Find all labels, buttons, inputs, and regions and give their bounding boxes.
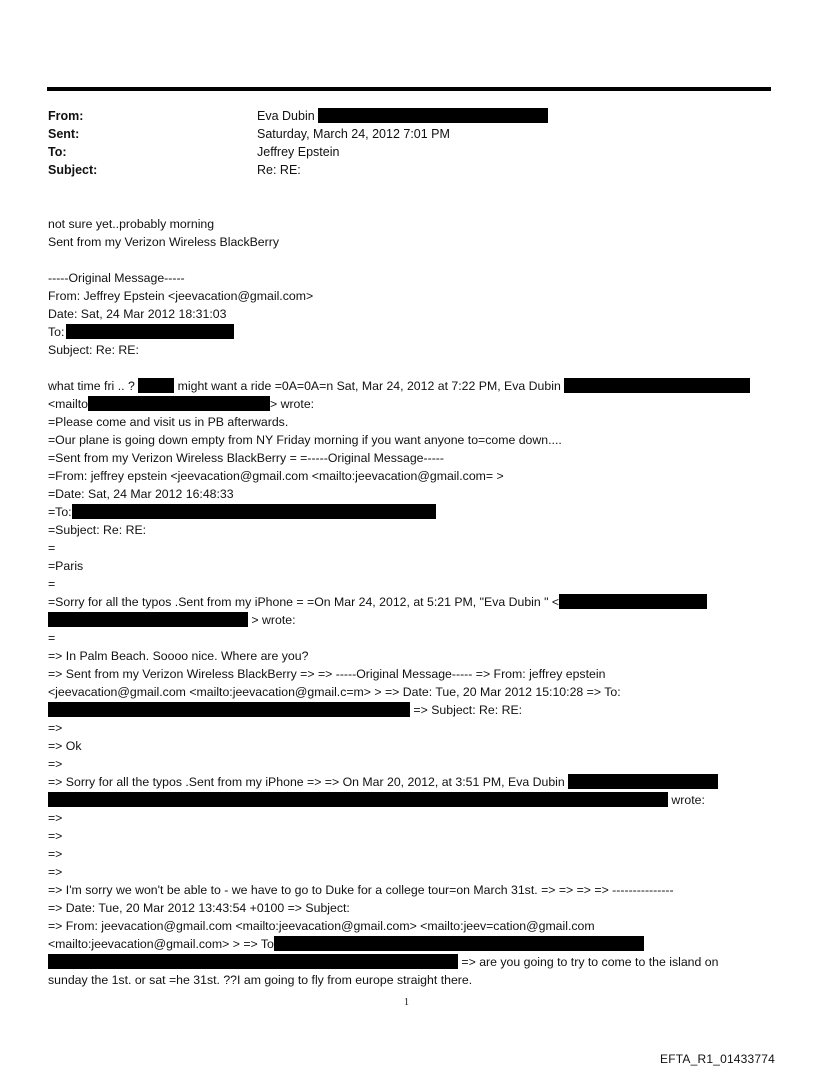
from-label: From: bbox=[48, 109, 84, 123]
bates-number: EFTA_R1_01433774 bbox=[660, 1052, 776, 1066]
body-line: => Ok bbox=[48, 739, 82, 753]
body-line bbox=[48, 953, 718, 971]
body-line bbox=[48, 593, 707, 611]
body-line: => bbox=[48, 811, 63, 825]
from-name: Eva Dubin bbox=[257, 109, 315, 123]
redaction bbox=[48, 612, 248, 627]
body-line: From: Jeffrey Epstein <jeevacation@gmail.com> bbox=[48, 289, 314, 303]
to-value: Jeffrey Epstein bbox=[257, 145, 340, 159]
subject-label: Subject: bbox=[48, 163, 98, 177]
body-line bbox=[48, 935, 644, 953]
body-line: => bbox=[48, 829, 63, 843]
body-line: = bbox=[48, 541, 56, 555]
body-text: =To: bbox=[48, 505, 72, 519]
body-text: > wrote: bbox=[251, 613, 296, 627]
body-text: what time fri .. ? bbox=[48, 379, 135, 393]
body-line bbox=[48, 611, 296, 629]
body-line: = bbox=[48, 631, 56, 645]
to-label: To: bbox=[48, 145, 67, 159]
from-redaction bbox=[318, 108, 548, 123]
body-text: wrote: bbox=[671, 793, 705, 807]
from-value bbox=[257, 107, 548, 125]
body-line bbox=[48, 791, 705, 809]
body-text: => Sorry for all the typos .Sent from my iPhone => => On Mar 20, 2012, at 3:51 PM, Eva Dubin bbox=[48, 775, 565, 789]
subject-value: Re: RE: bbox=[257, 163, 301, 177]
sent-label: Sent: bbox=[48, 127, 80, 141]
redaction bbox=[48, 792, 668, 807]
body-line: = bbox=[48, 577, 56, 591]
to-text: To: bbox=[48, 325, 65, 339]
body-line: =Our plane is going down empty from NY Friday morning if you want anyone to=come down.... bbox=[48, 433, 562, 447]
body-line: =Date: Sat, 24 Mar 2012 16:48:33 bbox=[48, 487, 234, 501]
body-line bbox=[48, 395, 314, 413]
body-line: => bbox=[48, 757, 63, 771]
redaction bbox=[559, 594, 707, 609]
body-line bbox=[48, 503, 436, 521]
body-line: =Paris bbox=[48, 559, 84, 573]
redaction bbox=[66, 324, 234, 339]
body-line: -----Original Message----- bbox=[48, 271, 185, 285]
page-number: 1 bbox=[404, 997, 409, 1008]
body-line: not sure yet..probably morning bbox=[48, 217, 215, 231]
body-line: Date: Sat, 24 Mar 2012 18:31:03 bbox=[48, 307, 227, 321]
body-line: sunday the 1st. or sat =he 31st. ??I am going to fly from europe straight there. bbox=[48, 973, 473, 987]
redaction bbox=[48, 702, 410, 717]
redaction bbox=[48, 954, 458, 969]
body-line: => From: jeevacation@gmail.com <mailto:jeevacation@gmail.com> <mailto:jeev=cation@gmail.com bbox=[48, 919, 595, 933]
redaction bbox=[72, 504, 436, 519]
header-rule bbox=[47, 87, 771, 91]
body-line: =Sent from my Verizon Wireless BlackBerry = =-----Original Message----- bbox=[48, 451, 444, 465]
body-line bbox=[48, 773, 718, 791]
body-line: => bbox=[48, 721, 63, 735]
body-line: => bbox=[48, 865, 63, 879]
body-line bbox=[48, 377, 750, 395]
body-text: => Subject: Re: RE: bbox=[413, 703, 523, 717]
redaction bbox=[138, 378, 174, 393]
redaction bbox=[274, 936, 644, 951]
body-line bbox=[48, 701, 522, 719]
body-text: =Sorry for all the typos .Sent from my iPhone = =On Mar 24, 2012, at 5:21 PM, "Eva Dubin " < bbox=[48, 595, 560, 609]
body-text: might want a ride =0A=0A=n Sat, Mar 24, 2012 at 7:22 PM, Eva Dubin bbox=[177, 379, 561, 393]
redaction bbox=[88, 396, 270, 411]
body-text: <mailto bbox=[48, 397, 88, 411]
body-text: => are you going to try to come to the island on bbox=[461, 955, 719, 969]
body-line: =From: jeffrey epstein <jeevacation@gmail.com <mailto:jeevacation@gmail.com= > bbox=[48, 469, 504, 483]
body-text: <mailto:jeevacation@gmail.com> > => To bbox=[48, 937, 274, 951]
body-line: => Sent from my Verizon Wireless BlackBerry => => -----Original Message----- => From: jeffrey epstein bbox=[48, 667, 606, 681]
body-line: => In Palm Beach. Soooo nice. Where are you? bbox=[48, 649, 309, 663]
sent-value: Saturday, March 24, 2012 7:01 PM bbox=[257, 127, 450, 141]
body-line: => bbox=[48, 847, 63, 861]
redaction bbox=[564, 378, 750, 393]
body-line bbox=[48, 323, 234, 341]
body-line: <jeevacation@gmail.com <mailto:jeevacation@gmail.c=m> > => Date: Tue, 20 Mar 2012 15:10:28 => To: bbox=[48, 685, 621, 699]
body-text: > wrote: bbox=[269, 397, 315, 411]
body-line: =Subject: Re: RE: bbox=[48, 523, 147, 537]
body-line: Sent from my Verizon Wireless BlackBerry bbox=[48, 235, 279, 249]
body-line: Subject: Re: RE: bbox=[48, 343, 139, 357]
redaction bbox=[568, 774, 718, 789]
body-line: => Date: Tue, 20 Mar 2012 13:43:54 +0100 => Subject: bbox=[48, 901, 350, 915]
body-line: => I'm sorry we won't be able to - we have to go to Duke for a college tour=on March 31st. => => => => --------------- bbox=[48, 883, 674, 897]
body-line: =Please come and visit us in PB afterwards. bbox=[48, 415, 289, 429]
